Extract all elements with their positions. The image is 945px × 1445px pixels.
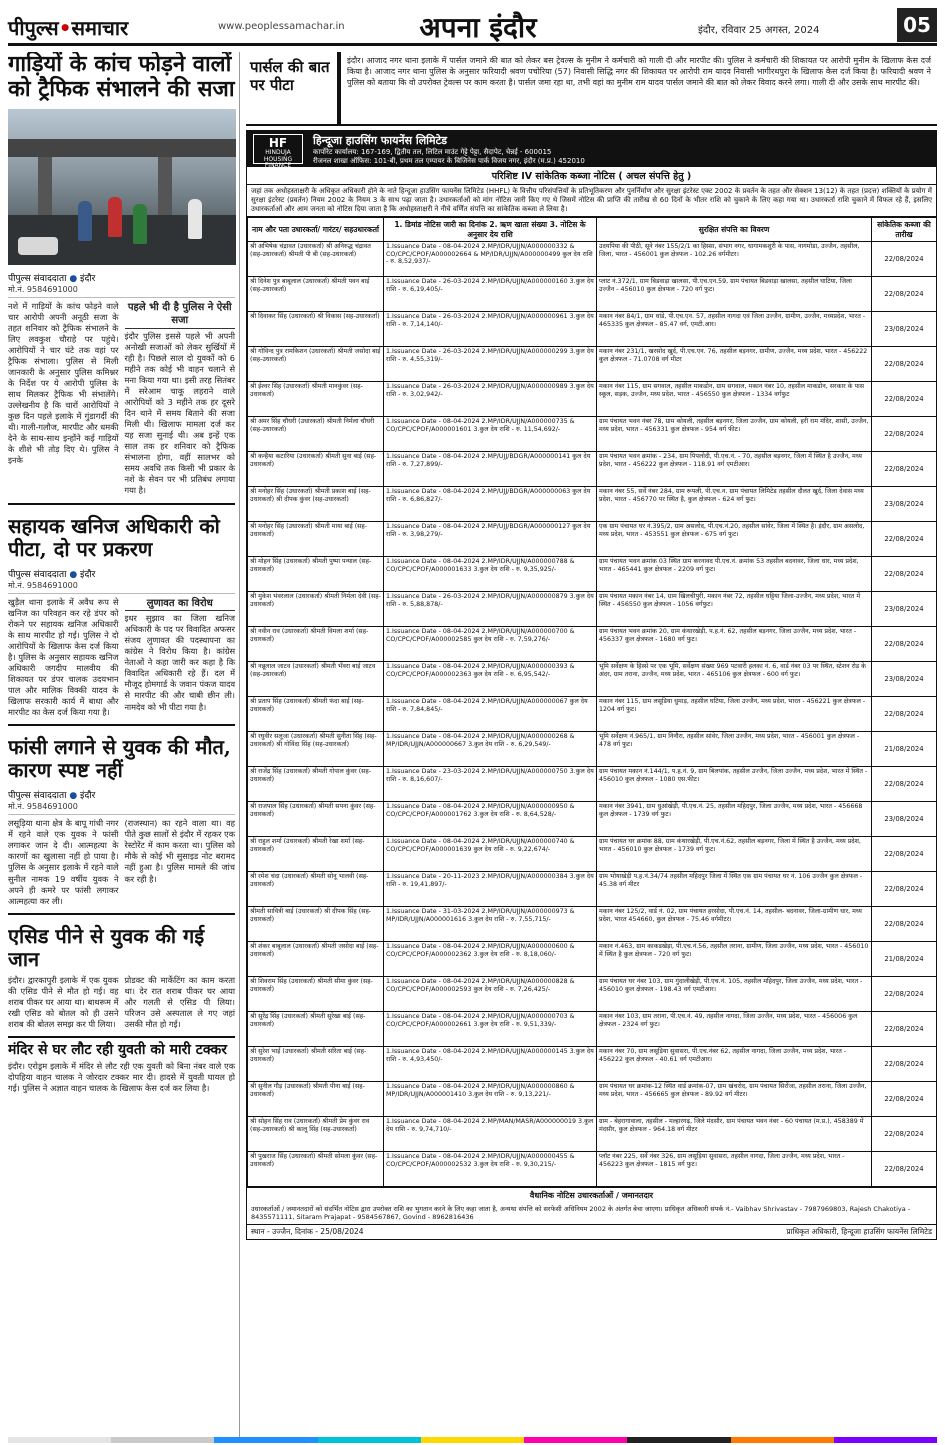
byline-text: पीपुल्स संवाददाता: [8, 791, 67, 802]
demand-cell: 1.Issuance Date - 26-03-2024 2.MP/IDR/UJJN/A000000961 3.कुल देय राशि - रु. 7,14,140/-: [384, 312, 597, 347]
borrower-cell: श्री शंकर बाबूलाल (उधारकर्ता) श्रीमती जसोदा बाई (सह-उधारकर्ता): [248, 942, 384, 977]
property-cell: ग्राम पंचायत मकान नंबर 14, ग्राम खिलचीपुरी, मकान नंबर 72, तहसील घट्टिया जिला-उज्जैन, मध्य प्रदेश, भारत में स्थित - 456550 कुल क्षेत्रफल - 1056 वर्गफुट।: [597, 592, 872, 627]
possession-date-cell: 22/08/2024: [872, 382, 937, 417]
demand-cell: 1.Issuance Date - 08-04-2024 2.MP/UJJ/BDGR/A000000127 कुल देय राशि - रु. 3,98,279/-: [384, 522, 597, 557]
flyover-shape: [8, 139, 236, 157]
possession-date-cell: 23/08/2024: [872, 662, 937, 697]
table-row: [248, 1117, 937, 1152]
possession-date-cell: 22/08/2024: [872, 1082, 937, 1117]
section-title: अपना इंदौर: [419, 11, 537, 44]
borrower-cell: श्री राजेंद्र सिंह (उधारकर्ता) श्रीमती गोपाल कुंवर (सह-उधारकर्ता): [248, 767, 384, 802]
color-swatch: [627, 1437, 730, 1443]
column-header: सुरक्षित संपत्ति का विवरण: [597, 218, 872, 242]
story-text: (राजस्थान) का रहने वाला था। वह पीते कुछ सालों से इंदौर में रहकर एक रेस्टोरेंट में काम करता था। पुलिस को मौके से कोई भी सुसाइड नोट बरामद नहीं हुआ है। पुलिस मामले की जांच कर रही है।: [124, 818, 235, 884]
property-cell: ग्राम पंचायत मकान नं.144/1, प.ह.नं. 9, ग्राम बिलपांक, तहसील उज्जैन, जिला उज्जैन, मध्य प्रदेश, भारत में स्थित - 456010 कुल क्षेत्रफल - 1080 एस.फीट।: [597, 767, 872, 802]
color-swatch: [8, 1437, 111, 1443]
parcel-story: [246, 52, 937, 126]
color-registration-strip: [8, 1437, 937, 1443]
property-cell: भूमि सर्वेक्षण के हिस्से पर एक भूमि, सर्वेक्षण संख्या 969 पटवारी हलका नं. 6, वार्ड नंबर 03 पर स्थित, स्टेशन रोड के अंदर, ग्राम तराना, उज्जैन, मध्य प्रदेश, भारत - 465106 कुल क्षेत्रफल - 600 वर्ग फुट।: [597, 662, 872, 697]
possession-date-cell: 22/08/2024: [872, 872, 937, 907]
logo-mark: HF: [268, 136, 288, 150]
demand-cell: 1.Issuance Date - 23-03-2024 2.MP/IDR/UJJN/A000000750 3.कुल देय राशि - रु. 8,16,607/-: [384, 767, 597, 802]
left-column: [8, 52, 240, 1440]
table-row: [248, 872, 937, 907]
possession-date-cell: 22/08/2024: [872, 697, 937, 732]
table-row: [248, 767, 937, 802]
brand-separator: •: [58, 16, 72, 40]
table-row: [248, 907, 937, 942]
borrower-cell: श्री नन्नूलाल जाटव (उधारकर्ता) श्रीमती भँवरा बाई जाटव (सह-उधारकर्ता): [248, 662, 384, 697]
table-row: [248, 522, 937, 557]
byline: [8, 271, 235, 284]
borrower-cell: श्री नवीन राव (उधारकर्ता) श्रीमती विमला शर्मा (सह-उधारकर्ता): [248, 627, 384, 662]
notice-paragraph: जहां तक अधोहस्ताक्षरी के अधिकृत अधिकारी होने के नाते हिन्दूजा हाउसिंग फायनेंस लिमिटेड (HHFL) के वित्तीय परिसंपत्तियों के प्रतिभूतिकरण और पुनर्निर्माण और सुरक्षा इंटरेस्ट एक्ट 2002 के प्रवर्तन के तहत और सेक्शन 13(12) के तहत (प्रदत्त) शक्तियों के प्रयोग में सुरक्षा इंटरेस्ट (प्रवर्तन) नियम 2002 के नियम 3 के साथ पढ़ा जाता है। उधारकर्ताओं को मांग नोटिस जारी किए गए थे जिसमें नोटिस की प्राप्ति की तारीख से 60 दिनों के भीतर राशि को चुकाने के लिए कहा गया था। उधारकर्ता राशि चुकाने में विफल रहे हैं, इसलिए उधारकर्ताओं और आम जनता को नोटिस दिया जाता है कि अधोहस्ताक्षरी ने नीचे वर्णित संपत्ति का सांकेतिक कब्जा ले लिया है।: [247, 185, 936, 217]
table-row: [248, 802, 937, 837]
demand-cell: 1.Issuance Date - 08-04-2024 2.MP/IDR/UJJN/A000000455 & CO/CPC/CPOF/A000002532 3.कुल देय राशि - रु. 9,30,215/-: [384, 1152, 597, 1187]
table-row: [248, 417, 937, 452]
person-shape: [78, 201, 92, 241]
property-cell: ग्राम पंचायत भवन क्रमांक - 234, ग्राम पिपलोदी, पी.एच.नं. - 70, तहसील बड़नगर, जिला में स्थित है उज्जैन, मध्य प्रदेश, भारत - 456222 कुल क्षेत्रफल - 118.91 वर्ग एमटीआर।: [597, 452, 872, 487]
table-row: [248, 627, 937, 662]
demand-cell: 1.Issuance Date - 08-04-2024 2.MP/IDR/UJJN/A000000740 & CO/CPC/CPOF/A000001639 कुल देय राशि - रु. 9,22,674/-: [384, 837, 597, 872]
person-shape: [133, 204, 147, 244]
borrower-cell: श्री कन्हैया कटारिया (उधारकर्ता) श्रीमती सुना बाई (सह-उधारकर्ता): [248, 452, 384, 487]
borrower-cell: श्री मनोहर सिंह (उधारकर्ता) श्रीमती माया बाई (सह-उधारकर्ता): [248, 522, 384, 557]
newspaper-logo[interactable]: [8, 14, 128, 41]
byline-text: पीपुल्स संवाददाता: [8, 273, 67, 284]
property-cell: ग्राम पंचायत भवन क्रमांक 20, ग्राम कंथारखेड़ी, प.ह.नं. 62, तहसील बड़नगर, जिला उज्जैन, मध्य प्रदेश, भारत - 456337 कुल क्षेत्रफल - 1680 वर्ग फुट।: [597, 627, 872, 662]
property-cell: भूमि सर्वेक्षण नं.965/1, ग्राम निनौरा, तहसील सांवेर, जिला उज्जैन, मध्य प्रदेश, भारत - 456001 कुल क्षेत्रफल - 478 वर्ग फुट।: [597, 732, 872, 767]
table-row: [248, 1012, 937, 1047]
property-cell: ग्राम - बेहरागावाला, तहसील - मल्हारगढ़, जिले मंदसौर, ग्राम पंचायत भवन नंबर - 60 पंचायत (म.प्र.), 458389 में मंदसौर, कुल क्षेत्रफल - 964.18 वर्ग मीटर: [597, 1117, 872, 1152]
table-row: [248, 557, 937, 592]
possession-notice: [246, 130, 937, 1240]
demand-cell: 1.Issuance Date - 08-04-2024 2.MP/IDR/UJJN/A000000393 & CO/CPC/CPOF/A000002363 कुल देय राशि - रु. 6,95,542/-: [384, 662, 597, 697]
corporate-address: कार्पोरेट कार्यालय: 167-169, द्वितीय तल, लिटिल माउंट गेट्टे पेट्टा, सैदापेट, चेन्नई - 600015: [313, 147, 552, 156]
sidebar-box-text: इंदौर पुलिस इससे पहले भी अपनी अनोखी सजाओं को लेकर सुर्खियों में रही है। पिछले साल दो युवकों को 6 महीने तक कोई भी वाहन चलाने से मना किया गया था। इसी तरह सितंबर में सरेआम चाकू लहराने वाले आरोपियों को 3 महीने तक हर दूसरे दिन थाने में समय बिताने की सजा मिली थी। खिलाफ मामला दर्ज कर यह सजा सुनाई थी। अब इन्हें एक साल तक हर शनिवार को ट्रैफिक संभालना होगा, वहीं सालभर को समय अवधि तक किसी भी प्रकार के नशे के सेवन पर भी प्रतिबंध लगाया गया है।: [124, 330, 235, 496]
byline-city: इंदौर: [80, 791, 96, 802]
notice-footer-text: उधारकर्ताओं / जमानतदारों को संदर्भित नोटिस द्वारा उपरोक्त राशि का भुगतान करने के लिए कहा जाता है, अन्यथा संपत्ति को सरफेसी अधिनियम 2002 के अंतर्गत बेचा जाएगा। प्राधिकृत अधिकारी संपर्क नं.- Vaibhav Shrivastav - 7987969803, Rajesh Chakotiya - 8435571111, Sitaram Prajapat - 9584567867, Govind - 8962816436: [251, 1205, 911, 1222]
news-photo[interactable]: [8, 109, 236, 265]
possession-date-cell: 22/08/2024: [872, 907, 937, 942]
property-cell: मकान नंबर 125/2, वार्ड नं. 02, ग्राम पंचायत हरसोदा, पी.एच.नं. 14, तहसील- बदनावर, जिला-ग्रामीण धार, मध्य प्रदेश, भारत 454660, कुल क्षेत्रफल - 75.46 वर्गमीटर।: [597, 907, 872, 942]
column-header: नाम और पता उधारकर्ता/ गारंटर/ सहउधारकर्ता: [248, 218, 384, 242]
property-cell: ग्राम भोयाखेड़ी प.ह.नं.34/74 तहसील महिदपुर जिला में स्थित एक ग्राम पंचायत घर नं. 106 उज्जैन कुल क्षेत्रफल - 45.38 वर्ग मीटर: [597, 872, 872, 907]
table-row: [248, 347, 937, 382]
borrower-cell: श्री ईश्वर सिंह (उधारकर्ता) श्रीमती मानकुंवर (सह-उधारकर्ता): [248, 382, 384, 417]
possession-date-cell: 22/08/2024: [872, 242, 937, 277]
car-shape: [18, 237, 58, 255]
borrower-cell: श्री रमेश चंदा (उधारकर्ता) श्रीमती सोनू भालवी (सह-उधारकर्ता): [248, 872, 384, 907]
story-block: [8, 724, 235, 907]
borrower-cell: श्री सुरेंद्र सिंह (उधारकर्ता) श्रीमती सुरेखा बाई (सह-उधारकर्ता): [248, 1012, 384, 1047]
story-text: प्रोडक्ट की मार्केटिंग का काम करता था। देर रात शराब पीकर घर आया और गलती से एसिड पी लिया। परिजन उसे अस्पताल ले गए जहां उसकी मौत हो गई।: [124, 974, 235, 1029]
property-cell: ग्राम पंचायत भवन क्रमांक 03 स्थित ग्राम करनावद पी.एच.नं. क्रमांक 53 तहसील बदनावर, जिला धार, मध्य प्रदेश, भारत - 465441 कुल क्षेत्रफल - 2209 वर्ग फुट।: [597, 557, 872, 592]
notice-table: [247, 217, 937, 1187]
story-text: इंदौर। एरोड्रम इलाके में मंदिर से लौट रही एक युवती को बिना नंबर वाले एक दोपहिया वाहन चालक ने जोरदार टक्कर मार दी। हादसे में युवती घायल हो गई। पुलिस ने अज्ञात वाहन चालक के खिलाफ केस दर्ज कर लिया है।: [8, 1061, 235, 1094]
demand-cell: 1.Issuance Date - 26-03-2024 2.MP/IDR/UJJN/A000000989 3.कुल देय राशि - रु. 3,02,942/-: [384, 382, 597, 417]
story-text: इंदौर। आजाद नगर थाना इलाके में पार्सल जमाने की बात को लेकर बस ट्रेवल्स के मुनीम ने कर्मचारी को गाली दी और मारपीट की। पुलिस ने कर्मचारी की शिकायत पर आरोपी मुनीम के खिलाफ केस दर्ज किया है। आजाद नगर थाना पुलिस के अनुसार फरियादी श्रवण पचोरिया (57) निवासी सिद्धि नगर की शिकायत पर आरोपी राम यादव निवासी भागीरथपुरा के खिलाफ केस दर्ज किया है। फरियादी श्रवण ने पुलिस को बताया कि वो उपरोक्त ट्रेवल्स पर काम करता है। पार्सल जमा रहा था, तभी वहां का मुनीम राम यादव पार्सल जमाने की बात को लेकर विवाद करने लगा। गाली दी और उसके साथ मारपीट की।: [347, 56, 931, 87]
story-text: इंदौर। द्वारकापुरी इलाके में एक युवक की एसिड पीने से मौत हो गई। वह शराब पीकर घर आया था। बाथरूम में रखी एसिड को बोतल को ही उसने शराब की बोतल समझ कर पी लिया।: [8, 974, 119, 1029]
possession-date-cell: 22/08/2024: [872, 1012, 937, 1047]
demand-cell: 1.Issuance Date - 31-03-2024 2.MP/IDR/UJJN/A000000973 & MP/IDR/UJJN/A000001616 3.कुल देय राशि - रु. 7,55,715/-: [384, 907, 597, 942]
demand-cell: 1.Issuance Date - 26-03-2024 2.MP/IDR/UJJN/A000000160 3.कुल देय राशि - रु. 6,19,405/-: [384, 277, 597, 312]
possession-date-cell: 21/08/2024: [872, 732, 937, 767]
website-link[interactable]: www.peoplessamachar.in: [218, 21, 345, 32]
borrower-cell: श्री गोविन्द पुत्र रामकिशन (उधारकर्ता) श्रीमती जसोदा बाई (सह-उधारकर्ता): [248, 347, 384, 382]
table-row: [248, 487, 937, 522]
color-swatch: [731, 1437, 834, 1443]
property-cell: मकान नंबर 70, ग्राम लसूड़िया सुवासरा, पी.एच.नंबर 62, तहसील नागदा, जिला उज्जैन, मध्य प्रदेश, भारत - 456222 कुल क्षेत्रफल - 40.61 वर्ग एमटीआर।: [597, 1047, 872, 1082]
property-cell: मकान नंबर 3941, ग्राम धुआंखेड़ी, पी.एच.नं. 25, तहसील महिदपुर, जिला उज्जैन, मध्य प्रदेश, भारत - 456668 कुल क्षेत्रफल - 1739 वर्ग फुट।: [597, 802, 872, 837]
mobile-number: मो.नं. 9584691000: [8, 580, 235, 594]
notice-signature: [247, 1224, 936, 1239]
table-row: [248, 1152, 937, 1187]
demand-cell: 1.Issuance Date - 08-04-2024 2.MP/IDR/UJJN/A000000860 & MP/IDR/UJJN/A000001410 3.कुल देय राशि - रु. 9,13,221/-: [384, 1082, 597, 1117]
byline-dot-icon: ●: [69, 569, 78, 580]
notice-footer-title: वैधानिक नोटिस उधारकर्ताओं / जमानतदार: [247, 1187, 936, 1203]
story-headline[interactable]: एसिड पीने से युवक की गई जान: [8, 923, 205, 971]
possession-date-cell: 22/08/2024: [872, 277, 937, 312]
brand-left: पीपुल्स: [8, 16, 59, 40]
company-logo-icon: [253, 134, 303, 170]
demand-cell: 1.Issuance Date - 08-04-2024 2.MP/IDR/UJJN/A000000145 3.कुल देय राशि - रु. 4,93,450/-: [384, 1047, 597, 1082]
demand-cell: 1.Issuance Date - 08-04-2024 2.MP/IDR/UJJN/A000000735 & CO/CPC/CPOF/A000001601 3.कुल देय राशि - रु. 11,54,692/-: [384, 417, 597, 452]
byline-dot-icon: ●: [69, 791, 78, 802]
color-swatch: [834, 1437, 937, 1443]
borrower-cell: श्री सुनील गौड़ (उधारकर्ता) श्रीमती पीना बाई (सह-उधारकर्ता): [248, 1082, 384, 1117]
story-body: [8, 301, 235, 497]
table-row: [248, 977, 937, 1012]
table-row: [248, 1047, 937, 1082]
table-row: [248, 592, 937, 627]
borrower-cell: श्री मोहन सिंह (उधारकर्ता) श्रीमती पुष्पा पन्याल (सह-उधारकर्ता): [248, 557, 384, 592]
possession-date-cell: 23/08/2024: [872, 487, 937, 522]
demand-cell: 1.Issuance Date - 08-04-2024 2.MP/MAN/MASR/A000000019 3.कुल देय राशि - रु. 9,74,710/-: [384, 1117, 597, 1152]
story-headline[interactable]: सहायक खनिज अधिकारी को पीटा, दो पर प्रकरण: [8, 513, 220, 561]
table-row: [248, 732, 937, 767]
possession-date-cell: 22/08/2024: [872, 1117, 937, 1152]
borrower-cell: श्री सोहन सिंह राव (उधारकर्ता) श्रीमती प्रेम कुंवर राव (सह-उधारकर्ता) श्री कालू सिंह (सह-उधारकर्ता): [248, 1117, 384, 1152]
possession-date-cell: 22/08/2024: [872, 1152, 937, 1187]
table-row: [248, 242, 937, 277]
demand-cell: 1.Issuance Date - 08-04-2024 2.MP/UJJ/BDGR/A000000063 कुल देय राशि - रु. 6,86,827/-: [384, 487, 597, 522]
possession-date-cell: 22/08/2024: [872, 347, 937, 382]
column-header: 1. डिमांड नोटिस जारी का दिनांक 2. ऋण खाता संख्या 3. नोटिस के अनुसार देय राशि: [384, 218, 597, 242]
possession-date-cell: 23/08/2024: [872, 592, 937, 627]
story-headline[interactable]: गाड़ियों के कांच फोड़ने वालों को ट्रैफिक संभालने की सजा: [8, 52, 235, 103]
person-shape: [108, 197, 122, 237]
property-cell: मकान नंबर 55, सर्वे नंबर 284, ग्राम रूपली, पी.एच.न. ग्राम पंचायत लिमिटेड तहसील दौलत खुर्द, जिला देवास मध्य प्रदेश, भारत - 456770 पर स्थित है, कुल क्षेत्रफल - 624 वर्ग फुट।: [597, 487, 872, 522]
story-block: [8, 1036, 235, 1094]
property-cell: ग्राम पंचायत घर नंबर 103, ग्राम गुंदालीखेड़ी, पी.एच.नं. 105, तहसील महिदपुर, जिला उज्जैन, मध्य प्रदेश, भारत - 456010 कुल क्षेत्रफल - 198.43 वर्ग एमटीआर।: [597, 977, 872, 1012]
byline: [8, 788, 235, 801]
color-swatch: [111, 1437, 214, 1443]
sidebar-box-title: पहले भी दी है पुलिस ने ऐसी सजा: [125, 301, 236, 329]
dateline: इंदौर, रविवार 25 अगस्त, 2024: [698, 25, 820, 36]
possession-date-cell: 23/08/2024: [872, 802, 937, 837]
mobile-number: मो.नं. 9584691000: [8, 801, 235, 815]
borrower-cell: श्री शिवराम सिंह (उधारकर्ता) श्रीमती सीमा कुंवर (सह-उधारकर्ता): [248, 977, 384, 1012]
borrower-cell: श्री रघुवीर सलूजा (उधारकर्ता) श्रीमती सुनीता सिंह (सह-उधारकर्ता) श्री गोविंदा सिंह (सह-उधारकर्ता): [248, 732, 384, 767]
property-cell: प्लाट नं.372/1, ग्राम बिडवाड़ा खालसा, पी.एच.एन.59, ग्राम पंचायत बिडवाड़ा खालसा, तहसील घाटिया, जिला उज्जैन - 456010 कुल क्षेत्रफल - 720 वर्ग फुट।: [597, 277, 872, 312]
logo-text: HINDUJA HOUSING FINANCE: [263, 149, 293, 170]
table-header-row: [248, 218, 937, 242]
byline-city: इंदौर: [80, 273, 96, 284]
possession-date-cell: 23/08/2024: [872, 312, 937, 347]
property-cell: मकान नंबर 84/1, ग्राम धांडे, पी.एच.एन. 57, तहसील नागदा एवं जिला उज्जैन, ग्रामीण, उज्जैन, मध्यप्रदेश, भारत - 465335 कुल क्षेत्रफल - 85.47 वर्ग, एमटी.आर।: [597, 312, 872, 347]
demand-cell: 1.Issuance Date - 08-04-2024 2.MP/IDR/UJJN/A000000067 कुल देय राशि - रु. 7,84,845/-: [384, 697, 597, 732]
demand-cell: 1.Issuance Date - 08-04-2024 2.MP/IDR/UJJN/A000000332 & CO/CPC/CPOF/A000002664 & MP/IDR/UJJN/A000000499 कुल देय राशि - रु. 8,52,937/-: [384, 242, 597, 277]
borrower-cell: श्री दिनेश पुत्र बाबूलाल (उधारकर्ता) श्रीमती पवन बाई (सह-उधारकर्ता): [248, 277, 384, 312]
story-body: [8, 597, 235, 719]
table-row: [248, 837, 937, 872]
property-cell: ग्राम पंचायत घर क्रमांक-12 स्थित वार्ड क्रमांक-07, ग्राम खंचरोद, ग्राम पंचायत सिरोंजा, तहसील तराना, जिला उज्जैन, मध्य प्रदेश, भारत - 456665 कुल क्षेत्रफल - 89.92 वर्ग मीटर।: [597, 1082, 872, 1117]
table-row: [248, 697, 937, 732]
story-block: [8, 503, 235, 719]
borrower-cell: श्री दिवाकर सिंह (उधारकर्ता) श्री विकास (सह-उधारकर्ता): [248, 312, 384, 347]
column-header: सांकेतिक कब्जा की तारीख: [872, 218, 937, 242]
table-row: [248, 312, 937, 347]
story-text: नशे में गाड़ियों के कांच फोड़ने वाले चार आरोपी अपनी अनूठी सजा के तहत शनिवार को ट्रैफिक संभालने के लिए लवकुश चौराहे पर पहुंचे। आरोपियों ने चार घंटे तक वहां पर ट्रैफिक संभाला। पुलिस से मिली जानकारी के अनुसार पुलिस कमिश्नर के निर्देश पर ये आरोपी पुलिस के साथ मिलकर ट्रैफिक भी संभालेंगे। उल्लेखनीय है कि चारों आरोपियों ने कुछ दिन पहले इलाके में गुंडागर्दी की थी। गाली-गलौज, मारपीट और धमकी देने के साथ-साथ इन्होंने कई गाड़ियों के शीशे भी तोड़ दिए थे। पुलिस ने इनके: [8, 300, 119, 466]
table-row: [248, 1082, 937, 1117]
story-body: [8, 1061, 235, 1094]
notice-subtitle: परिशिष्ट IV सांकेतिक कब्जा नोटिस ( अचल संपत्ति हेतु ): [247, 167, 936, 185]
demand-cell: 1.Issuance Date - 08-04-2024 2.MP/UJJ/BDGR/A000000141 कुल देय राशि - रु. 7,27,899/-: [384, 452, 597, 487]
person-shape: [188, 199, 202, 239]
demand-cell: 1.Issuance Date - 08-04-2024 2.MP/IDR/UJJN/A000000700 & CO/CPC/CPOF/A000002585 कुल देय राशि - रु. 7,59,276/-: [384, 627, 597, 662]
demand-cell: 1.Issuance Date - 20-11-2023 2.MP/IDR/UJJN/A000000384 3.कुल देय राशि - रु. 19,41,897/-: [384, 872, 597, 907]
property-cell: मकान नंबर 231/1, खरसोद खुर्द, पी.एच.एन. 76, तहसील बड़नगर, ग्रामीण, उज्जैन, मध्य प्रदेश, भारत - 456222 कुल क्षेत्रफल - 71.0708 वर्ग मीटर: [597, 347, 872, 382]
color-swatch: [524, 1437, 627, 1443]
possession-date-cell: 22/08/2024: [872, 767, 937, 802]
table-row: [248, 942, 937, 977]
possession-date-cell: 22/08/2024: [872, 977, 937, 1012]
story-body: [8, 818, 235, 907]
possession-date-cell: 21/08/2024: [872, 942, 937, 977]
possession-date-cell: 22/08/2024: [872, 557, 937, 592]
table-row: [248, 662, 937, 697]
property-cell: ग्राम पंचायत घर क्रमांक 88, ग्राम कंथारखेड़ी, पी.एच.नं.62, तहसील बड़नगर, जिला में स्थित है उज्जैन, मध्य प्रदेश, भारत - 456010 कुल क्षेत्रफल - 1739 वर्ग फुट।: [597, 837, 872, 872]
table-row: [248, 277, 937, 312]
borrower-cell: श्री मुकेश भंवरलाल (उधारकर्ता) श्रीमती निर्मला देवी (सह-उधारकर्ता): [248, 592, 384, 627]
story-headline[interactable]: फांसी लगाने से युवक की मौत, कारण स्पष्ट नहीं: [8, 735, 231, 783]
story-headline[interactable]: पार्सल की बात पर पीटा: [246, 52, 341, 124]
story-headline[interactable]: मंदिर से घर लौट रही युवती को मारी टक्कर: [8, 1042, 227, 1059]
notice-signatory: प्राधिकृत अधिकारी, हिन्दूजा हाउसिंग फायनेंस लिमिटेड: [786, 1226, 932, 1236]
property-cell: मकान नंबर 115, ग्राम लसूडिया धुमाड़, तहसील घटिया, जिला उज्जैन, मध्य प्रदेश, भारत - 456221 कुल क्षेत्रफल - 1204 वर्ग फुट।: [597, 697, 872, 732]
possession-date-cell: 22/08/2024: [872, 1047, 937, 1082]
borrower-cell: श्री राहुल शर्मा (उधारकर्ता) श्रीमती रेखा शर्मा (सह-उधारकर्ता): [248, 837, 384, 872]
property-cell: एक ग्राम पंचायत घर नं.395/2, ग्राम असलोद, पी.एच.नं.20, तहसील सांवेर, जिला में स्थित है। इंदौर, ग्राम असलोद, मध्य प्रदेश, भारत - 453551 कुल क्षेत्रफल - 675 वर्ग फुट।: [597, 522, 872, 557]
story-block: [8, 913, 235, 1030]
right-column: [246, 52, 937, 1440]
borrower-cell: श्री मनोहर सिंह (उधारकर्ता) श्रीमती प्रकाश बाई (सह-उधारकर्ता) श्री दीपक कुंवर (सह-उधारकर्ता): [248, 487, 384, 522]
demand-cell: 1.Issuance Date - 08-04-2024 2.MP/IDR/UJJN/A000000828 & CO/CPC/CPOF/A000002593 कुल देय राशि - रु. 7,26,425/-: [384, 977, 597, 1012]
byline-dot-icon: ●: [69, 273, 78, 284]
borrower-cell: श्री पुखराज सिंह (उधारकर्ता) श्रीमती सोमला कुंवर (सह-उधारकर्ता): [248, 1152, 384, 1187]
sidebar-box: [125, 597, 236, 719]
borrower-cell: श्री अमर सिंह चौधरी (उधारकर्ता) श्रीमती निर्मला चौधरी (सह-उधारकर्ता): [248, 417, 384, 452]
possession-date-cell: 22/08/2024: [872, 417, 937, 452]
property-cell: उदयपिया की पीठी, सूने नंबर 155/2/1 का हिस्सा, संभाग नगर, धागामकशुरी के पास, नागमोडा, उज्जैन, तहसील, जिला, भारत - 456001 कुल क्षेत्रफल - 102.26 वर्गमीटर।: [597, 242, 872, 277]
possession-date-cell: 22/08/2024: [872, 837, 937, 872]
table-row: [248, 382, 937, 417]
mobile-number: मो.नं. 9584691000: [8, 284, 235, 298]
sidebar-box-text: इधर सुझाव का जिला खनिज अधिकारी के पद पर विवादित अफसर संजय लुणावत की पदस्थापना का कांग्रेस ने विरोध किया है। कांग्रेस नेताओं ने कहा जारी कर कहा है कि विवादित अधिकारी रहे हैं। दल में मौजूद होमगार्ड के जवान पंकज यादव से मारपीट की और चाबी छीन ली। नामदेव को भी पीटा गया है।: [124, 613, 235, 712]
demand-cell: 1.Issuance Date - 08-04-2024 2.MP/IDR/UJJN/A000000950 & CO/CPC/CPOF/A000001762 3.कुल देय राशि - रु. 8,64,528/-: [384, 802, 597, 837]
byline-city: इंदौर: [80, 569, 96, 580]
masthead: [8, 6, 937, 46]
borrower-cell: श्री राजपाल सिंह (उधारकर्ता) श्रीमती सपना कुंवर (सह-उधारकर्ता): [248, 802, 384, 837]
sidebar-box: [125, 301, 236, 497]
story-body: [8, 975, 235, 1030]
regional-address: रीजनल शाखा ऑफिस: 101-बी, प्रथम तल एम्पायर के बिजिनेस पार्क विजय नगर, इंदौर (म.प्र.) 452010: [313, 156, 585, 165]
possession-date-cell: 22/08/2024: [872, 522, 937, 557]
notice-header: [247, 131, 936, 170]
demand-cell: 1.Issuance Date - 08-04-2024 2.MP/IDR/UJJN/A000000788 & CO/CPC/CPOF/A000001633 3.कुल देय राशि - रु. 9,35,925/-: [384, 557, 597, 592]
byline-text: पीपुल्स संवाददाता: [8, 569, 67, 580]
page-number: 05: [897, 8, 937, 42]
brand-right: समाचार: [71, 16, 129, 40]
story-text: लसूड़िया थाना क्षेत्र के बापू गांधी नगर में रहने वाले एक युवक ने फांसी लगाकर जान दे दी। आत्महत्या के कारणों का खुलासा नहीं हो पाया है। पुलिस के अनुसार इलाके में रहने वाले सुनील नामक 19 वर्षीय युवक ने अपने ही कमरे पर फांसी लगाकर आत्महत्या कर ली।: [8, 818, 119, 906]
borrower-cell: श्री प्रताप सिंह (उधारकर्ता) श्रीमती फंदा बाई (सह-उधारकर्ता): [248, 697, 384, 732]
sidebar-box-title: लुणावत का विरोध: [125, 597, 236, 612]
borrower-cell: श्री सुरेश भाई (उधारकर्ता) श्रीमती सरिता बाई (सह-उधारकर्ता): [248, 1047, 384, 1082]
property-cell: ग्राम पंचायत भवन नंबर 78, ग्राम कोयली, तहसील बड़नगर, जिला उज्जैन, ग्राम कोयली, हरी राम मंदिर, शासी, उज्जैन, मध्य प्रदेश, भारत - 456331 कुल क्षेत्रफल - 954 वर्ग फीट।: [597, 417, 872, 452]
possession-date-cell: 22/08/2024: [872, 452, 937, 487]
possession-date-cell: 22/08/2024: [872, 627, 937, 662]
company-info: [303, 133, 930, 166]
demand-cell: 1.Issuance Date - 08-04-2024 2.MP/IDR/UJJN/A000000703 & CO/CPC/CPOF/A000002661 3.कुल देय राशि - रु. 9,51,339/-: [384, 1012, 597, 1047]
demand-cell: 1.Issuance Date - 08-04-2024 2.MP/IDR/UJJN/A000000600 & CO/CPC/CPOF/A000002362 3.कुल देय राशि - रु. 8,18,060/-: [384, 942, 597, 977]
notice-place-date: स्थान - उज्जैन, दिनांक - 25/08/2024: [251, 1226, 364, 1236]
table-row: [248, 452, 937, 487]
company-name: हिन्दूजा हाउसिंग फायनेंस लिमिटेड: [313, 133, 448, 147]
property-cell: प्लॉट नंबर 225, सर्वे नंबर 326, ग्राम लसूड़िया सुवासरा, तहसील नागदा, जिला उज्जैन, मध्य प्रदेश, भारत - 456223 कुल क्षेत्रफल - 1815 वर्ग फुट।: [597, 1152, 872, 1187]
color-swatch: [214, 1437, 317, 1443]
demand-cell: 1.Issuance Date - 26-03-2024 2.MP/IDR/UJJN/A000000879 3.कुल देय राशि - रु. 5,88,878/-: [384, 592, 597, 627]
property-cell: मकान नंबर 115, ग्राम सगवाल, तहसील माकडोन, ग्राम सगवाल, मकान नंबर 10, तहसील माकडोन, सरकार के पास स्कूल, सड़क, उज्जैन, मध्य प्रदेश, भारत - 456550 कुल क्षेत्रफल - 1334 वर्गफुट: [597, 382, 872, 417]
story-text: खुड़ैल थाना इलाके में अवैध रूप से खनिज का परिवहन कर रहे डंपर को रोकने पर सहायक खनिज अधिकारी के साथ मारपीट हो गई। पुलिस ने दो आरोपियों के खिलाफ केस दर्ज किया है। पुलिस के अनुसार सहायक खनिज अधिकारी जगदीप मालवीय की शिकायत पर डंपर चालक उदयभान पाल और मालिक विक्की यादव के खिलाफ सरकारी कार्य में बाधा और मारपीट का केस दर्ज किया गया है।: [8, 596, 119, 718]
byline: [8, 567, 235, 580]
demand-cell: 1.Issuance Date - 08-04-2024 2.MP/IDR/UJJN/A000000268 & MP/IDR/UJJN/A000000667 3.कुल देय राशि - रु. 6,29,549/-: [384, 732, 597, 767]
borrower-cell: श्री अभिषेक चंद्रावत (उधारकर्ता) श्री अनिरुद्ध चंद्रावत (सह-उधारकर्ता) श्रीमती पी बी (सह-उधारकर्ता): [248, 242, 384, 277]
color-swatch: [421, 1437, 524, 1443]
color-swatch: [318, 1437, 421, 1443]
property-cell: मकान नं.463, ग्राम काकडखेड़ा, पी.एच.नं.56, तहसील तराना, ग्रामीण, जिला उज्जैन, मध्य प्रदेश, भारत - 456010 में स्थित है कुल क्षेत्रफल - 720 वर्ग फुट।: [597, 942, 872, 977]
borrower-cell: श्रीमती सावित्री बाई (उधारकर्ता) श्री दीपक सिंह (सह-उधारकर्ता): [248, 907, 384, 942]
demand-cell: 1.Issuance Date - 26-03-2024 2.MP/IDR/UJJN/A000000299 3.कुल देय राशि - रु. 4,55,319/-: [384, 347, 597, 382]
property-cell: मकान नंबर 103, ग्राम तराना, पी.एच.नं. 49, तहसील नागदा, जिला उज्जैन, मध्य प्रदेश, भारत - 456006 कुल क्षेत्रफल - 2324 वर्ग फुट।: [597, 1012, 872, 1047]
